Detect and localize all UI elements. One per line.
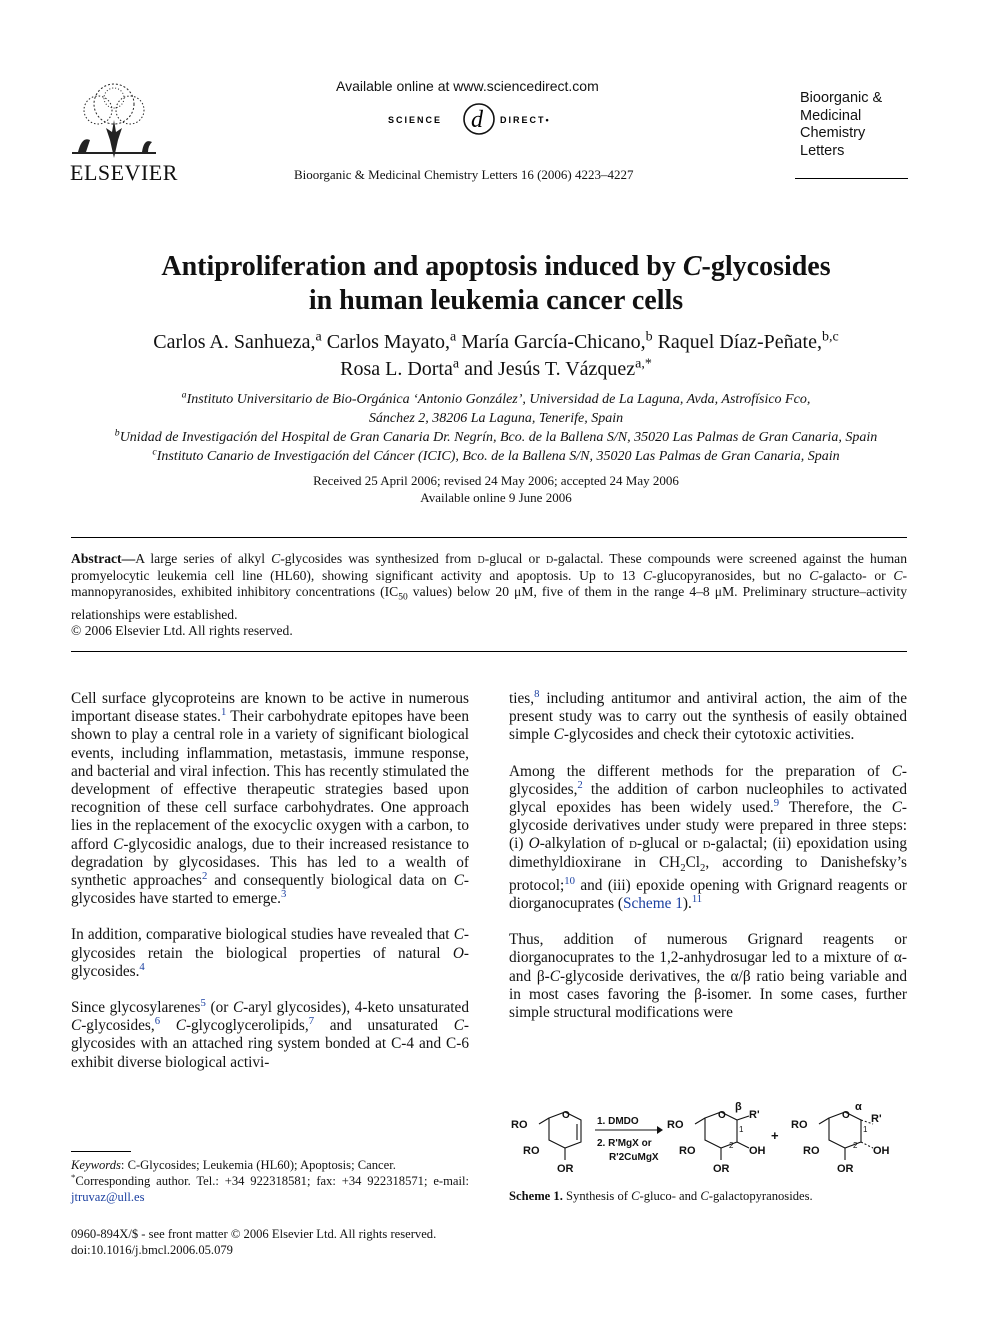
scheme-label: 1 <box>739 1125 744 1134</box>
reference-link[interactable]: 11 <box>691 892 703 905</box>
reference-link[interactable]: 10 <box>564 874 575 887</box>
copyright-notice: © 2006 Elsevier Ltd. All rights reserved. <box>71 623 293 639</box>
svg-text:O: O <box>718 1110 726 1121</box>
article-dates: Received 25 April 2006; revised 24 May 2006; accepted 24 May 2006 Available online 9 June 2006 <box>313 473 679 505</box>
scheme-label: RO <box>523 1145 540 1157</box>
svg-text:O: O <box>562 1110 570 1121</box>
svg-text:SCIENCE: SCIENCE <box>388 115 443 125</box>
paragraph: Cell surface glycoproteins are known to be active in numerous important disease states.$^1$ Their carbohydrate epitopes have been shown to play a central role in a variety of significant biological events, including inflammation, metastasis, immune response, and bacterial and viral infection. This has recently stimulated the development of effective therapeutic strategies based upon recognition of these cell surface carbohydrates. One approach lies in the replacement of the exocyclic oxygen with a carbon, to afford C-glycosidic analogs, due to their increased resistance to degradation by glycosidases. This has led to a wealth of synthetic approaches$^2$ and consequently biological data on C-glycosides have started to emerge.$^3$ <box>71 690 469 908</box>
abstract-top-rule <box>71 537 907 538</box>
scheme-label: RO <box>667 1119 684 1131</box>
scheme-label: R' <box>749 1109 760 1121</box>
scheme-label: 2 <box>729 1141 734 1150</box>
scheme-label: OR <box>837 1163 854 1175</box>
available-online-text: Available online at www.sciencedirect.com <box>336 78 599 94</box>
scheme-label: α <box>855 1101 862 1113</box>
paragraph: Since glycosylarenes$^5$ (or C-aryl glycosides), 4-keto unsaturated C-glycosides,$^6$ C-glycoglycerolipids,$^7$ and unsaturated C-glycosides with an attached ring system bonded at C-4 and C-6 exhibit diverse biological activi- <box>71 996 469 1071</box>
footnote-rule <box>71 1151 131 1152</box>
reference-link[interactable]: 8 <box>534 687 540 700</box>
reference-link[interactable]: 3 <box>280 888 287 901</box>
journal-name-rule <box>795 178 908 179</box>
scheme-step: 1. DMDO <box>597 1116 639 1127</box>
abstract-bottom-rule <box>71 651 907 652</box>
scheme-label: OH <box>749 1145 766 1157</box>
reference-link[interactable]: 2 <box>201 869 208 882</box>
abstract: Abstract—A large series of alkyl C-glycosides was synthesized from d-glucal or d-galactal. These compounds were screened against the human promyelocytic leukemia cell line (HL60), showing significant activity and apoptosis. Up to 13 C-glucopyranosides, but no C-galacto- or C-mannopyranosides, exhibited inhibitory concentrations ($IC_{50}$ values) below 20 μM, five of them in the range 4–8 μM. Preliminary structure–activity relationships were established. © 2006 Elsevier Ltd. All rights reserved. <box>71 551 908 639</box>
author-name[interactable]: Rosa L. Dorta <box>340 358 453 380</box>
publisher-name: ELSEVIER <box>70 160 178 185</box>
scheme-label: 2 <box>853 1141 858 1150</box>
keywords: Keywords: C-Glycosides; Leukemia (HL60); Apoptosis; Cancer. <box>71 1158 396 1172</box>
reference-link[interactable]: 4 <box>139 960 145 973</box>
journal-name-line: Letters <box>800 142 845 159</box>
scheme-step: 2. R'MgX or <box>597 1138 652 1149</box>
scheme-caption: Scheme 1. Synthesis of C-gluco- and C-galactopyranosides. <box>509 1189 813 1203</box>
scheme-label: RO <box>803 1145 820 1157</box>
author-list: Carlos A. Sanhueza,$^a$ Carlos Mayato,$^a$ María García-Chicano,$^b$ Raquel Díaz-Peñate,$^{b,c}$ Rosa L. Dorta$^a$ and Jesús T. Vázquez$^{a,*}$ <box>153 329 839 380</box>
author-name[interactable]: Carlos A. Sanhueza, <box>153 331 316 353</box>
journal-citation: Bioorganic & Medicinal Chemistry Letters 16 (2006) 4223–4227 <box>294 167 634 182</box>
elsevier-tree-logo <box>68 80 160 160</box>
journal-name-line: Bioorganic & <box>800 90 883 106</box>
scheme-label: R' <box>871 1113 882 1125</box>
journal-name-line: Chemistry <box>800 125 866 141</box>
svg-text:O: O <box>842 1110 850 1121</box>
body-column-right <box>509 687 908 1040</box>
author-name[interactable]: María García-Chicano, <box>461 331 646 353</box>
reference-link[interactable]: 6 <box>154 1015 161 1028</box>
reference-link[interactable]: 1 <box>220 706 227 719</box>
paragraph: ties,$^8$ including antitumor and antiviral action, the aim of the present study was to carry out the synthesis of easily obtained simple C-glycosides and check their cytotoxic activities. <box>509 687 907 744</box>
paragraph: Thus, addition of numerous Grignard reagents or diorganocuprates to the 1,2-anhydrosugar led to a mixture of α- and β-C-glycoside derivatives, the α/β ratio being variable and in most cases favoring the β-isomer. In some cases, further simple structural modifications were <box>509 931 907 1022</box>
scheme-label: OR <box>557 1163 574 1175</box>
sciencedirect-logo <box>386 99 566 137</box>
journal-name <box>800 90 882 160</box>
scheme-step: R'2CuMgX <box>609 1152 659 1163</box>
scheme-label: RO <box>511 1119 528 1131</box>
email-link[interactable]: jtruvaz@ull.es <box>71 1190 145 1204</box>
author-name[interactable]: Jesús T. Vázquez <box>497 358 636 380</box>
journal-name-line: Medicinal <box>800 107 862 124</box>
body-column-left <box>71 690 469 1090</box>
scheme-label: RO <box>791 1119 808 1131</box>
publication-info <box>71 1226 436 1258</box>
footnotes <box>71 1157 469 1205</box>
scheme-plus: + <box>771 1128 779 1143</box>
reference-link[interactable]: 5 <box>200 996 206 1009</box>
issn-line: 0960-894X/$ - see front matter © 2006 Elsevier Ltd. All rights reserved. <box>71 1227 437 1241</box>
scheme-1-figure <box>509 1098 909 1178</box>
scheme-label: 1 <box>863 1125 868 1134</box>
scheme-label: β <box>735 1101 742 1113</box>
reference-link[interactable]: 7 <box>308 1015 315 1028</box>
corresponding-author: *Corresponding author. Tel.: +34 922318581; fax: +34 922318571; e-mail: jtruvaz@ull.es <box>71 1171 469 1204</box>
scheme-label: RO <box>679 1145 696 1157</box>
svg-text:d: d <box>471 107 483 133</box>
paragraph: Among the different methods for the preparation of C-glycosides,$^2$ the addition of carbon nucleophiles to activated glycal epoxides has been widely used.$^9$ Therefore, the C-glycoside derivatives under study were prepared in three steps: (i) O-alkylation of d-glucal or d-galactal; (ii) epoxidation using dimethyldioxirane in $CH_2Cl_2$, according to Danishefsky’s protocol;$^{10}$ and (iii) epoxide opening with Grignard reagents or diorganocuprates (Scheme 1).$^{11}$ <box>509 762 908 913</box>
scheme-1-link[interactable]: Scheme 1 <box>622 895 683 913</box>
author-name[interactable]: Raquel Díaz-Peñate, <box>657 331 822 353</box>
scheme-label: OH <box>873 1145 890 1157</box>
article-title: Antiproliferation and apoptosis induced by C-glycosides in human leukemia cancer cells <box>161 251 831 316</box>
paragraph: In addition, comparative biological studies have revealed that C-glycosides retain the biological properties of natural O-glycosides.$^4$ <box>71 926 469 980</box>
author-name[interactable]: Carlos Mayato, <box>326 331 451 353</box>
doi-line: doi:10.1016/j.bmcl.2006.05.079 <box>71 1243 233 1257</box>
affiliations: $^a$Instituto Universitario de Bio-Orgánica ‘Antonio González’, Universidad de La Laguna, Avda, Astrofísico Fco, Sánchez 2, 38206 La Laguna, Tenerife, Spain $^b$Unidad de Investigación del Hospital de Gran Canaria Dr. Negrín, Bco. de la Ballena S/N, 35020 Las Palmas de Gran Canaria, Spain $^c$Instituto Canario de Investigación del Cáncer (ICIC), Bco. de la Ballena S/N, 35020 Las Palmas de Gran Canaria, Spain <box>114 389 878 464</box>
svg-text:DIRECT•: DIRECT• <box>500 115 551 125</box>
reference-link[interactable]: 9 <box>773 796 780 809</box>
scheme-label: OR <box>713 1163 730 1175</box>
reference-link[interactable]: 2 <box>577 778 583 791</box>
